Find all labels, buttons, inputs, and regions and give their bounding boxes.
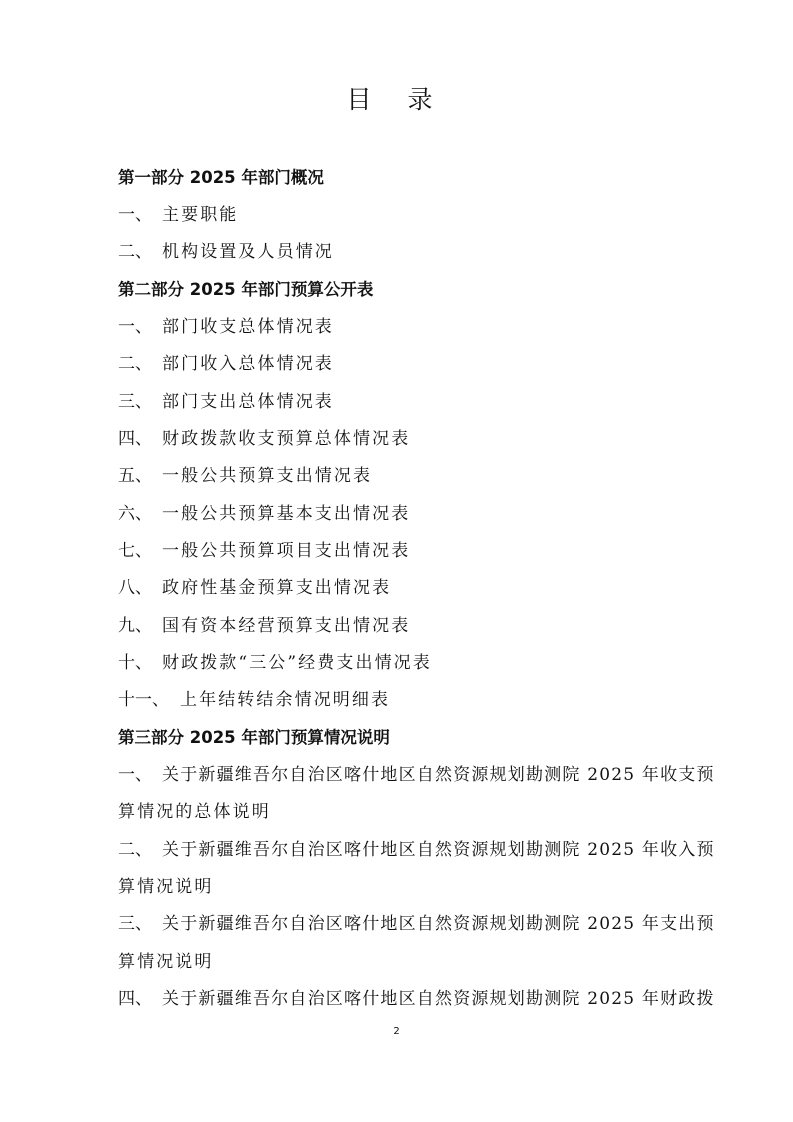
toc-item-text: 上年结转结余情况明细表 bbox=[180, 690, 391, 710]
toc-item-number: 四、 bbox=[118, 989, 152, 1009]
toc-item bbox=[118, 912, 715, 936]
toc-item-text: 关于新疆维吾尔自治区喀什地区自然资源规划勘测院 2025 年收入预 bbox=[162, 840, 715, 860]
toc-item-number: 一、 bbox=[118, 765, 152, 785]
toc-item bbox=[118, 315, 334, 339]
toc-item bbox=[118, 576, 391, 600]
toc-item-number: 一、 bbox=[118, 317, 152, 337]
toc-item bbox=[118, 614, 410, 638]
toc-item-text: 关于新疆维吾尔自治区喀什地区自然资源规划勘测院 2025 年支出预 bbox=[162, 914, 715, 934]
toc-item-continuation: 算情况的总体说明 bbox=[118, 802, 271, 822]
toc-item bbox=[118, 464, 372, 488]
toc-item bbox=[118, 838, 715, 862]
toc-item-continuation: 算情况说明 bbox=[118, 952, 214, 972]
toc-item-text: 部门收入总体情况表 bbox=[162, 354, 334, 374]
toc-item-number: 九、 bbox=[118, 616, 152, 636]
toc-item bbox=[118, 539, 410, 563]
toc-item bbox=[118, 502, 410, 526]
toc-item bbox=[118, 240, 334, 264]
toc-item-number: 三、 bbox=[118, 392, 152, 412]
toc-item-text: 一般公共预算支出情况表 bbox=[162, 466, 373, 486]
toc-item-number: 二、 bbox=[118, 354, 152, 374]
part3-heading: 第三部分 2025 年部门预算情况说明 bbox=[118, 728, 390, 747]
toc-title: 目 录 bbox=[346, 85, 447, 114]
toc-item-text: 财政拨款收支预算总体情况表 bbox=[162, 429, 411, 449]
toc-item-number: 七、 bbox=[118, 541, 152, 561]
toc-item-number: 五、 bbox=[118, 466, 152, 486]
toc-item-number: 三、 bbox=[118, 914, 152, 934]
page-number: 2 bbox=[393, 1026, 400, 1037]
toc-item-number: 十一、 bbox=[118, 690, 169, 710]
toc-item bbox=[118, 203, 238, 227]
toc-item bbox=[118, 651, 432, 675]
toc-item-number: 八、 bbox=[118, 578, 152, 598]
toc-item bbox=[118, 763, 715, 787]
toc-item bbox=[118, 987, 715, 1011]
toc-item bbox=[118, 390, 334, 414]
toc-item-text: 财政拨款“三公”经费支出情况表 bbox=[162, 653, 432, 673]
toc-item-continuation: 算情况说明 bbox=[118, 877, 214, 897]
toc-item-text: 一般公共预算项目支出情况表 bbox=[162, 541, 411, 561]
toc-item-text: 部门收支总体情况表 bbox=[162, 317, 334, 337]
toc-item bbox=[118, 427, 410, 451]
toc-item-number: 六、 bbox=[118, 504, 152, 524]
toc-item-text: 机构设置及人员情况 bbox=[162, 242, 334, 262]
part1-heading: 第一部分 2025 年部门概况 bbox=[118, 168, 324, 187]
toc-item bbox=[118, 352, 334, 376]
toc-item-number: 二、 bbox=[118, 840, 152, 860]
toc-item bbox=[118, 688, 390, 712]
toc-item-text: 关于新疆维吾尔自治区喀什地区自然资源规划勘测院 2025 年财政拨 bbox=[162, 989, 715, 1009]
toc-item-number: 四、 bbox=[118, 429, 152, 449]
toc-item-text: 关于新疆维吾尔自治区喀什地区自然资源规划勘测院 2025 年收支预 bbox=[162, 765, 715, 785]
toc-item-number: 二、 bbox=[118, 242, 152, 262]
toc-item-text: 国有资本经营预算支出情况表 bbox=[162, 616, 411, 636]
part2-heading: 第二部分 2025 年部门预算公开表 bbox=[118, 280, 374, 299]
toc-item-text: 主要职能 bbox=[162, 205, 239, 225]
toc-item-text: 部门支出总体情况表 bbox=[162, 392, 334, 412]
toc-item-text: 政府性基金预算支出情况表 bbox=[162, 578, 392, 598]
toc-item-number: 十、 bbox=[118, 653, 152, 673]
toc-item-number: 一、 bbox=[118, 205, 152, 225]
toc-item-text: 一般公共预算基本支出情况表 bbox=[162, 504, 411, 524]
